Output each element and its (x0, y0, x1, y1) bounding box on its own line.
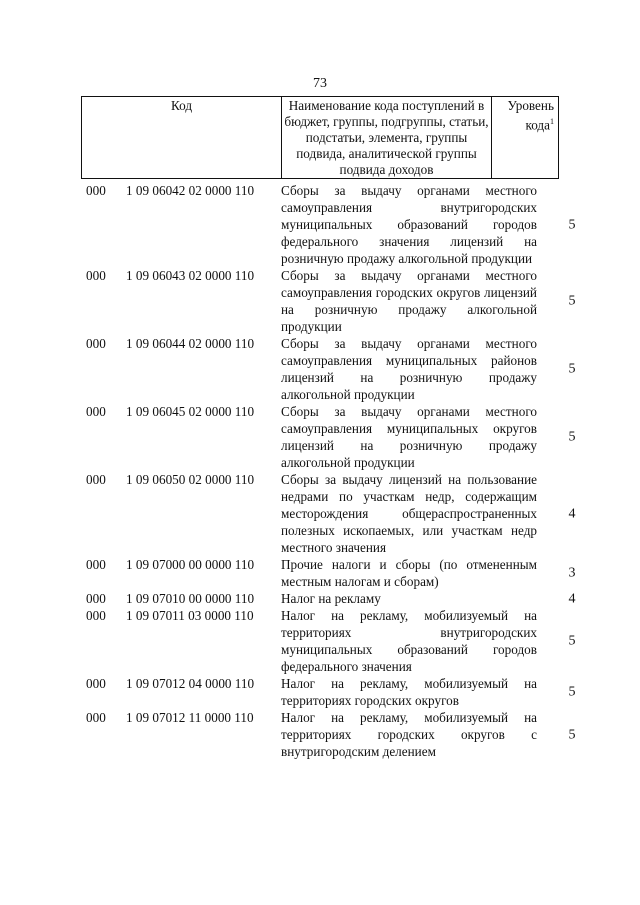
row-level: 4 (568, 591, 576, 606)
row-admin-code: 000 (86, 472, 106, 487)
page-number: 73 (313, 76, 327, 91)
row-level: 5 (568, 217, 576, 232)
row-admin-code: 000 (86, 268, 106, 283)
table-row (0, 335, 640, 403)
row-code: 1 09 07012 04 0000 110 (126, 676, 255, 691)
row-code: 1 09 06050 02 0000 110 (126, 472, 255, 487)
row-admin-code: 000 (86, 183, 106, 198)
row-admin-code: 000 (86, 557, 106, 572)
row-code: 1 09 06042 02 0000 110 (126, 183, 255, 198)
row-level: 5 (568, 727, 576, 742)
row-code: 1 09 07012 11 0000 110 (126, 710, 254, 725)
row-level: 5 (568, 684, 576, 700)
row-admin-code: 000 (86, 608, 106, 623)
row-admin-code: 000 (86, 336, 106, 351)
row-name: Сборы за выдачу лицензий на пользование недрами по участкам недр, содержащим месторождения общераспространенных полезных ископаемых, или участкам недр местного значения (281, 472, 537, 555)
row-name: Налог на рекламу, мобилизуемый на территориях городских округов (281, 676, 537, 708)
row-name: Сборы за выдачу органами местного самоуправления муниципальных округов лицензий на розничную продажу алкогольной продукции (281, 404, 537, 470)
row-name: Прочие налоги и сборы (по отмененным местным налогам и сборам) (281, 557, 537, 589)
row-level: 4 (568, 506, 576, 521)
row-name: Сборы за выдачу органами местного самоуправления муниципальных районов лицензий на розничную продажу алкогольной продукции (281, 336, 537, 402)
rows-list (0, 182, 640, 760)
row-name: Сборы за выдачу органами местного самоуправления городских округов лицензий на розничную продажу алкогольной продукции (281, 268, 537, 334)
table-row (0, 267, 640, 335)
table-row (0, 182, 640, 267)
header-level-text: Уровень кода (507, 98, 554, 133)
row-level: 5 (568, 633, 576, 649)
table-row (0, 403, 640, 471)
row-name: Сборы за выдачу органами местного самоуправления внутригородских муниципальных образований городов федерального значения лицензий на розничную продажу алкогольной продукции (281, 183, 537, 266)
row-name: Налог на рекламу, мобилизуемый на территориях городских округов с внутригородским делением (281, 710, 537, 759)
row-code: 1 09 06044 02 0000 110 (126, 336, 255, 351)
table-row (0, 556, 640, 590)
row-name: Налог на рекламу, мобилизуемый на территориях внутригородских муниципальных образований городов федерального значения (281, 608, 537, 674)
row-code: 1 09 06045 02 0000 110 (126, 404, 255, 419)
row-admin-code: 000 (86, 710, 106, 725)
table-row (0, 590, 640, 607)
table-row (0, 675, 640, 709)
row-admin-code: 000 (86, 404, 106, 419)
table-row (0, 607, 640, 675)
header-level-footnote: 1 (550, 117, 554, 126)
row-admin-code: 000 (86, 676, 106, 691)
row-code: 1 09 06043 02 0000 110 (126, 268, 255, 283)
row-level: 5 (568, 429, 576, 445)
header-name: Наименование кода поступлений в бюджет, группы, подгруппы, статьи, подстатьи, элемента, группы подвида, аналитической группы подвида доходов (282, 97, 492, 179)
row-level: 5 (568, 293, 576, 309)
header-code: Код (82, 97, 282, 179)
row-admin-code: 000 (86, 591, 106, 606)
table-row (0, 471, 640, 556)
table-row (0, 709, 640, 760)
row-level: 3 (568, 565, 576, 581)
row-level: 5 (568, 361, 576, 377)
row-code: 1 09 07000 00 0000 110 (126, 557, 255, 572)
table-header (81, 96, 559, 179)
row-name: Налог на рекламу (281, 591, 381, 606)
row-code: 1 09 07010 00 0000 110 (126, 591, 255, 606)
header-level (492, 97, 559, 179)
row-code: 1 09 07011 03 0000 110 (126, 608, 254, 623)
